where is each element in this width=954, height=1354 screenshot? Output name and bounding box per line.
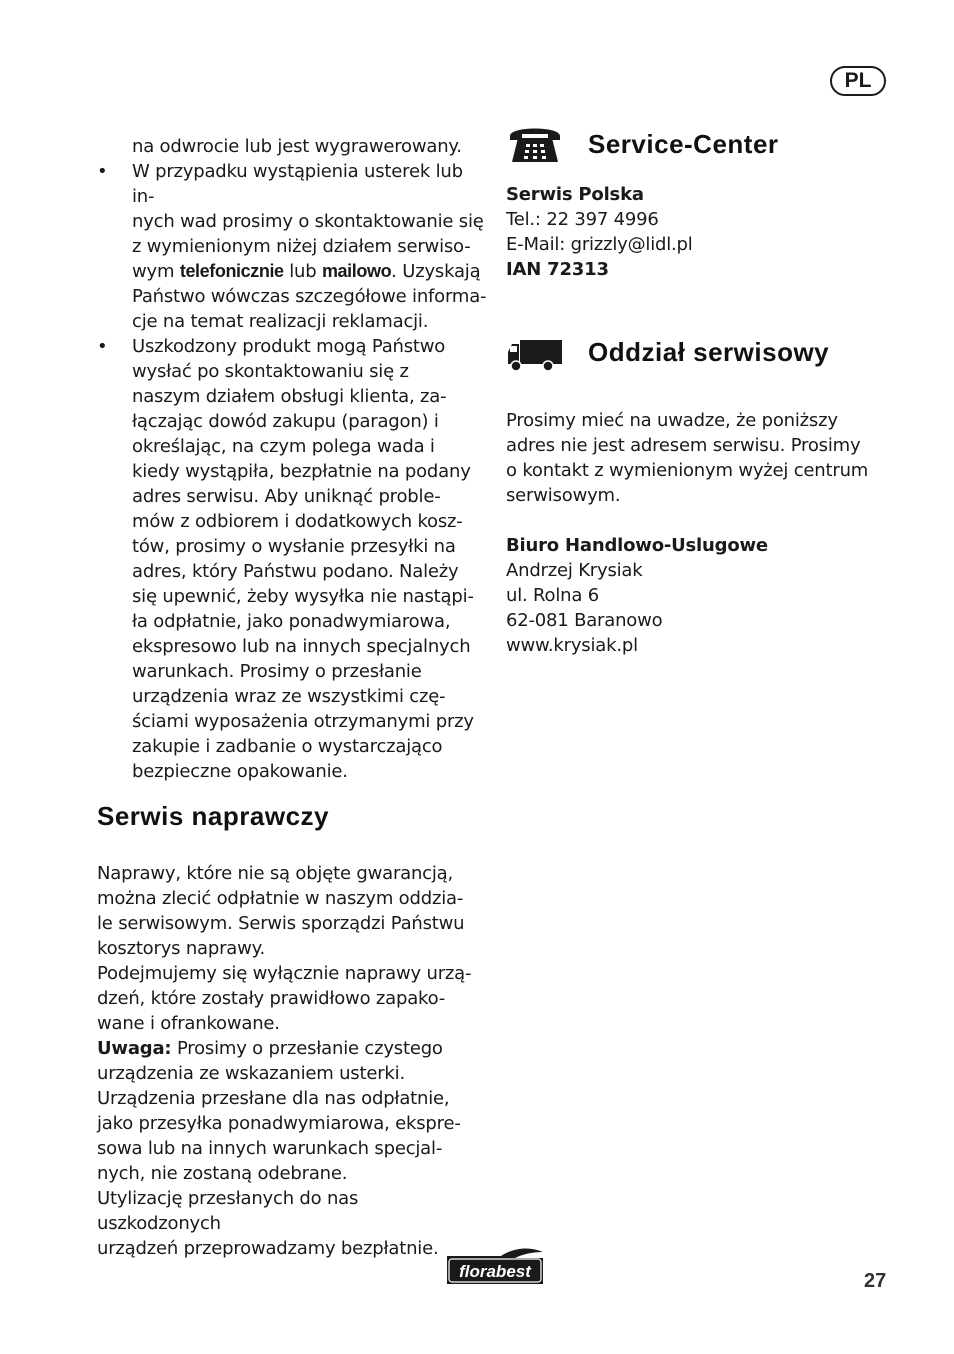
bullet-line: W przypadku wystąpienia usterek lub in- [132, 161, 463, 207]
florabest-logo [443, 1246, 547, 1286]
bullet-line: ła odpłatnie, jako ponadwymiarowa, [132, 611, 451, 632]
intro-line: na odwrocie lub jest wygrawerowany. [132, 136, 462, 157]
bullet-line: warunkach. Prosimy o przesłanie [132, 661, 422, 682]
bullet-line [132, 259, 487, 284]
bullet-line: naszym działem obsługi klienta, za- [132, 386, 447, 407]
repair-heading: Serwis naprawczy [97, 801, 329, 831]
bullet-line: urządzenia wraz ze wszystkimi czę- [132, 686, 446, 707]
branch-header [506, 330, 896, 374]
bullet-line: ekspresowo lub na innych specjalnych [132, 636, 471, 657]
note-label: Uwaga: [97, 1038, 172, 1059]
text-line: serwisowym. [506, 485, 621, 506]
service-center-heading: Service-Center [588, 128, 779, 159]
language-badge: PL [830, 66, 886, 96]
left-column [97, 134, 487, 1261]
service-email: E-Mail: grizzly@lidl.pl [506, 234, 693, 255]
bullet-line: Państwo wówczas szczegółowe informa- [132, 286, 487, 307]
bullet-line: adres, który Państwu podano. Należy [132, 561, 459, 582]
bold-phone: telefonicznie [179, 261, 284, 281]
bullet-line: zakupie i zadbanie o wystarczająco [132, 736, 443, 757]
address-line: 62-081 Baranowo [506, 610, 663, 631]
text-run: Prosimy o przesłanie czystego [171, 1038, 443, 1059]
bullet-shipping [97, 334, 487, 784]
service-center-header [506, 122, 896, 166]
service-ian: IAN 72313 [506, 259, 609, 280]
text-line: Urządzenia przesłane dla nas odpłatnie, [97, 1088, 450, 1109]
bullet-line: tów, prosimy o wysłanie przesyłki na [132, 536, 456, 557]
text-line: o kontakt z wymienionym wyżej centrum [506, 460, 869, 481]
address-line: ul. Rolna 6 [506, 585, 599, 606]
bullet-marker: • [97, 336, 108, 357]
bullet-line: z wymienionym niżej działem serwiso- [132, 236, 471, 257]
branch-heading: Oddział serwisowy [588, 336, 830, 367]
bullet-line: Uszkodzony produkt mogą Państwo [132, 336, 446, 357]
text-line: Utylizację przesłanych do nas uszkodzonych [97, 1188, 359, 1234]
bullet-line: kiedy wystąpiła, bezpłatnie na podany [132, 461, 471, 482]
bullet-line: nych wad prosimy o skontaktowanie się [132, 211, 484, 232]
text-line: Podejmujemy się wyłącznie naprawy urzą- [97, 963, 472, 984]
text-run: lub [283, 261, 322, 282]
text-line: wane i ofrankowane. [97, 1013, 280, 1034]
text-line: Prosimy mieć na uwadze, że poniższy [506, 410, 838, 431]
text-line: nych, nie zostaną odebrane. [97, 1163, 348, 1184]
service-center-block [506, 182, 896, 282]
bullet-contact [97, 159, 487, 334]
website-link[interactable]: www.krysiak.pl [506, 635, 638, 656]
telephone-icon [506, 122, 564, 166]
logo-text: florabest [459, 1262, 531, 1281]
bullet-line: adres serwisu. Aby uniknąć proble- [132, 486, 441, 507]
service-name: Serwis Polska [506, 184, 644, 205]
branch-address [506, 533, 896, 658]
text-line: sowa lub na innych warunkach specjal- [97, 1138, 443, 1159]
text-line: adres nie jest adresem serwisu. Prosimy [506, 435, 861, 456]
bullet-line: wysłać po skontaktowaniu się z [132, 361, 409, 382]
bullet-line: cje na temat realizacji reklamacji. [132, 311, 429, 332]
bullet-marker: • [97, 161, 108, 182]
company-name: Biuro Handlowo-Uslugowe [506, 535, 768, 556]
text-line: jako przesyłka ponadwymiarowa, ekspre- [97, 1113, 461, 1134]
text-line: Naprawy, które nie są objęte gwarancją, [97, 863, 454, 884]
truck-icon [506, 330, 564, 374]
repair-paragraph [97, 861, 487, 1261]
right-column [506, 122, 896, 658]
address-line: Andrzej Krysiak [506, 560, 643, 581]
bullet-line: łączając dowód zakupu (paragon) i [132, 411, 439, 432]
text-line: dzeń, które zostały prawidłowo zapako- [97, 988, 446, 1009]
page-number: 27 [864, 1270, 887, 1292]
bullet-line: określając, na czym polega wada i [132, 436, 435, 457]
text-line: kosztorys naprawy. [97, 938, 266, 959]
bold-mail: mailowo [321, 261, 392, 281]
text-line: urządzenia ze wskazaniem usterki. [97, 1063, 405, 1084]
text-run: . Uzyskają [391, 261, 481, 282]
text-line [97, 1036, 487, 1061]
service-phone: Tel.: 22 397 4996 [506, 209, 659, 230]
bullet-line: się upewnić, żeby wysyłka nie nastąpi- [132, 586, 474, 607]
branch-notice [506, 408, 896, 508]
text-line: urządzeń przeprowadzamy bezpłatnie. [97, 1238, 439, 1259]
text-line: le serwisowym. Serwis sporządzi Państwu [97, 913, 465, 934]
text-run: wym [132, 261, 180, 282]
bullet-line: mów z odbiorem i dodatkowych kosz- [132, 511, 463, 532]
bullet-line: bezpieczne opakowanie. [132, 761, 348, 782]
bullet-line: ściami wyposażenia otrzymanymi przy [132, 711, 474, 732]
text-line: można zlecić odpłatnie w naszym oddzia- [97, 888, 464, 909]
